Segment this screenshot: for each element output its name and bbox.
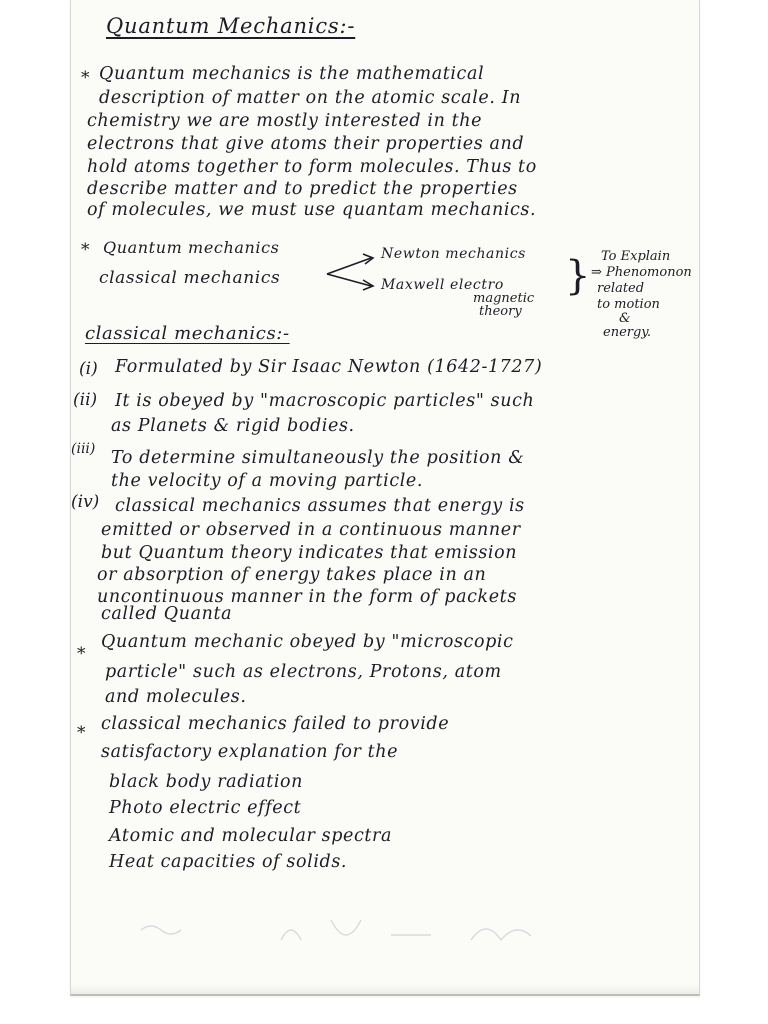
- failed-line: satisfactory explanation for the: [101, 742, 399, 762]
- page-title: Quantum Mechanics:-: [106, 14, 356, 38]
- point-line: called Quanta: [101, 604, 233, 624]
- paragraph-line: description of matter on the atomic scale. In: [99, 88, 522, 108]
- diagram-maxwell-line3: theory: [479, 304, 522, 319]
- point-line: as Planets & rigid bodies.: [111, 416, 355, 436]
- classical-heading: classical mechanics:-: [85, 323, 290, 344]
- point-number: (iv): [71, 492, 100, 512]
- diagram-note: related: [597, 281, 645, 296]
- paragraph-line: Quantum mechanics is the mathematical: [99, 64, 485, 84]
- notebook-page: [70, 0, 700, 996]
- failed-item: black body radiation: [109, 772, 304, 792]
- diagram-classical-mechanics: classical mechanics: [99, 268, 281, 288]
- diagram-note-phenomenon: Phenomonon: [606, 265, 692, 280]
- quantum-line: particle" such as electrons, Protons, atom: [105, 662, 502, 682]
- point-number: (iii): [71, 441, 96, 457]
- failed-item: Heat capacities of solids.: [109, 852, 348, 872]
- paragraph-line: electrons that give atoms their properties and: [87, 134, 525, 154]
- diagram-note: to motion: [597, 297, 660, 312]
- quantum-line: Quantum mechanic obeyed by "microscopic: [101, 632, 514, 652]
- point-number: (ii): [73, 390, 98, 410]
- diagram-note: To Explain: [601, 249, 671, 264]
- point-line: or absorption of energy takes place in an: [97, 565, 487, 585]
- paragraph-line: of molecules, we must use quantam mechanics.: [87, 200, 537, 220]
- point-line: Formulated by Sir Isaac Newton (1642-1727): [115, 357, 543, 377]
- point-line: To determine simultaneously the position &: [111, 448, 525, 468]
- bullet-star: *: [77, 644, 86, 664]
- diagram-note: &: [619, 311, 631, 326]
- point-line: It is obeyed by "macroscopic particles" such: [115, 391, 535, 411]
- failed-item: Photo electric effect: [109, 798, 302, 818]
- point-line: but Quantum theory indicates that emission: [101, 543, 518, 563]
- point-line: uncontinuous manner in the form of packets: [97, 587, 517, 607]
- point-line: the velocity of a moving particle.: [111, 471, 424, 491]
- bullet-star: *: [77, 723, 86, 743]
- failed-item: Atomic and molecular spectra: [109, 826, 393, 846]
- diagram-note: ⇒ Phenomonon: [591, 265, 692, 280]
- diagram-newton-mechanics: Newton mechanics: [381, 246, 526, 262]
- failed-line: classical mechanics failed to provide: [101, 714, 450, 734]
- diagram-maxwell-line2: magnetic: [473, 291, 535, 306]
- paragraph-line: chemistry we are mostly interested in the: [87, 111, 483, 131]
- diagram-branch-arrows: [323, 248, 383, 294]
- diagram-note: energy.: [603, 325, 652, 340]
- bullet-star: *: [81, 68, 90, 88]
- quantum-line: and molecules.: [105, 687, 247, 707]
- paragraph-line: describe matter and to predict the properties: [87, 179, 518, 199]
- point-line: emitted or observed in a continuous manner: [101, 520, 521, 540]
- bullet-star: *: [81, 240, 90, 260]
- diagram-maxwell-line1: Maxwell electro: [381, 277, 504, 293]
- diagram-quantum-mechanics: Quantum mechanics: [103, 238, 280, 257]
- point-line: classical mechanics assumes that energy is: [115, 496, 525, 516]
- paragraph-line: hold atoms together to form molecules. Thus to: [87, 157, 537, 177]
- bleed-through-marks: [131, 900, 551, 960]
- diagram-brace: }: [565, 253, 591, 299]
- point-number: (i): [79, 359, 98, 379]
